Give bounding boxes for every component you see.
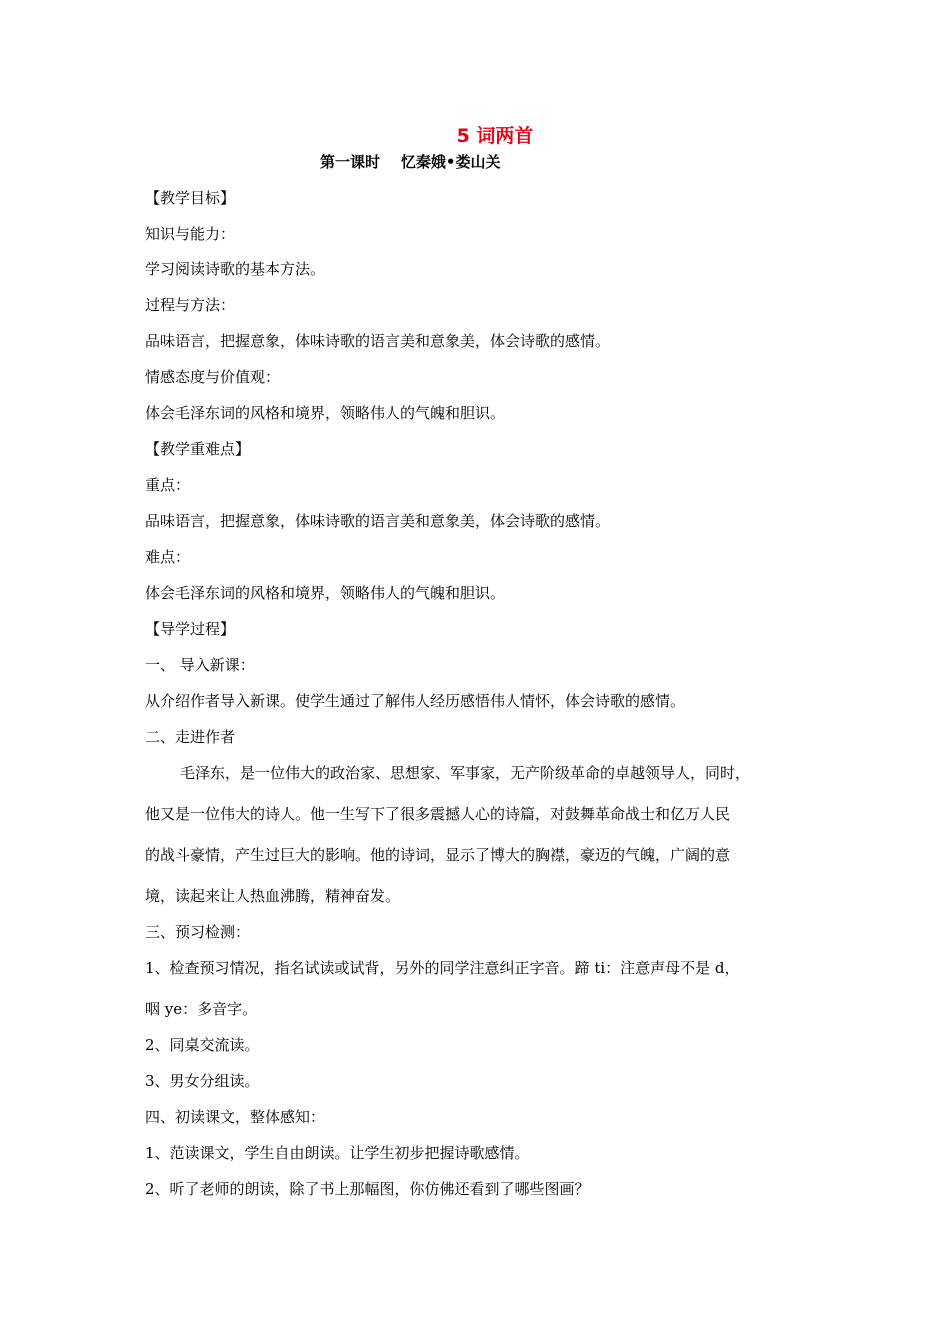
lesson-subtitle: 第一课时 忆秦娥•娄山关 <box>320 153 501 171</box>
text-line: 从介绍作者导入新课。使学生通过了解伟人经历感悟伟人情怀，体会诗歌的感情。 <box>145 692 686 710</box>
section-heading-process: 【导学过程】 <box>145 620 236 638</box>
text-line: 学习阅读诗歌的基本方法。 <box>145 260 326 278</box>
text-line: 难点： <box>145 548 191 566</box>
text-line: 体会毛泽东词的风格和境界，领略伟人的气魄和胆识。 <box>145 584 506 602</box>
text-line: 三、预习检测： <box>145 923 251 941</box>
text-line: 知识与能力： <box>145 225 236 243</box>
text-line: 品味语言，把握意象，体味诗歌的语言美和意象美，体会诗歌的感情。 <box>145 512 611 530</box>
paragraph-line: 的战斗豪情，产生过巨大的影响。他的诗词，显示了博大的胸襟，豪迈的气魄，广阔的意 <box>145 846 731 864</box>
text-line: 咽 ye：多音字。 <box>145 1000 258 1018</box>
text-line: 品味语言，把握意象，体味诗歌的语言美和意象美，体会诗歌的感情。 <box>145 332 611 350</box>
text-line: 3、男女分组读。 <box>145 1072 260 1090</box>
text-line: 一、 导入新课： <box>145 656 255 674</box>
text-line: 重点： <box>145 476 191 494</box>
text-line: 体会毛泽东词的风格和境界，领略伟人的气魄和胆识。 <box>145 404 506 422</box>
text-line: 1、检查预习情况，指名试读或试背，另外的同学注意纠正字音。蹄 ti：注意声母不是 d， <box>145 959 740 977</box>
lesson-title: 5 词两首 <box>456 125 534 147</box>
text-line: 2、同桌交流读。 <box>145 1036 260 1054</box>
text-line: 情感态度与价值观： <box>145 368 281 386</box>
paragraph-line: 他又是一位伟大的诗人。他一生写下了很多震撼人心的诗篇，对鼓舞革命战士和亿万人民 <box>145 805 731 823</box>
section-heading-key-points: 【教学重难点】 <box>145 440 251 458</box>
text-line: 1、范读课文，学生自由朗读。让学生初步把握诗歌感情。 <box>145 1144 530 1162</box>
text-line: 过程与方法： <box>145 296 236 314</box>
text-line: 二、走进作者 <box>145 728 236 746</box>
text-line: 2、听了老师的朗读，除了书上那幅图，你仿佛还看到了哪些图画？ <box>145 1180 590 1198</box>
paragraph-line: 毛泽东，是一位伟大的政治家、思想家、军事家，无产阶级革命的卓越领导人，同时， <box>180 764 751 782</box>
text-line: 四、初读课文，整体感知： <box>145 1108 326 1126</box>
paragraph-line: 境，读起来让人热血沸腾，精神奋发。 <box>145 887 401 905</box>
section-heading-objectives: 【教学目标】 <box>145 189 236 207</box>
